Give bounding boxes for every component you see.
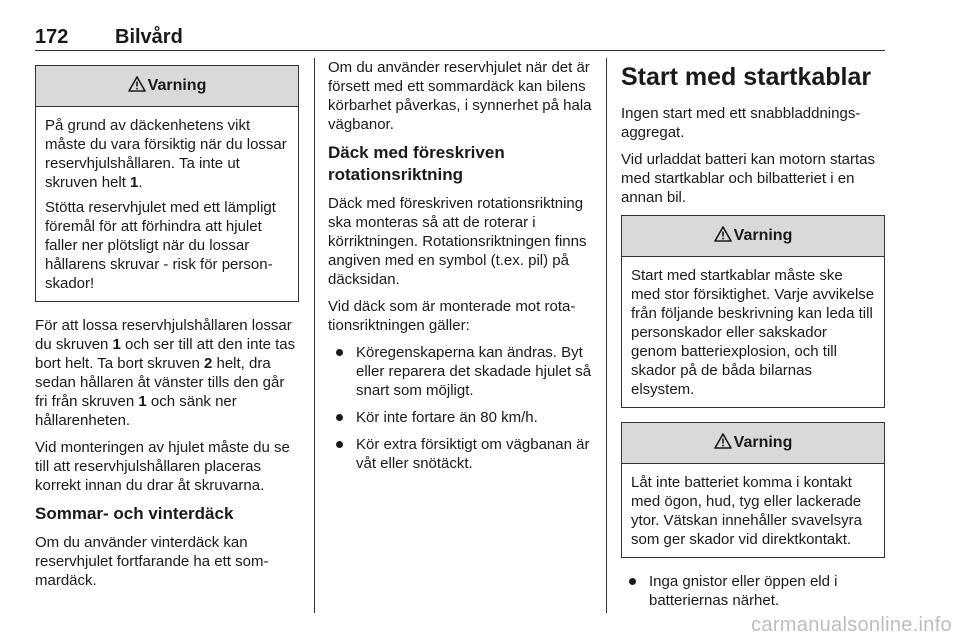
list-item-text: Kör extra försiktigt om vägbanan är våt eller snötäckt. xyxy=(356,436,590,472)
header-divider xyxy=(35,50,885,51)
list-item xyxy=(621,572,885,610)
list-item-text: Köregenskaperna kan ändras. Byt eller reparera det skadade hjulet så snart som möjligt. xyxy=(356,344,592,399)
bold-ref: 1 xyxy=(112,336,121,353)
section-heading: Start med startkablar xyxy=(621,63,872,91)
body-paragraph: Om du använder reservhjulet när det är försett med ett sommardäck kan bilens körbarhet påverkas, i synnerhet på hala vägbanor. xyxy=(328,59,592,133)
bullet-dot-icon xyxy=(336,414,343,421)
subheading: Däck med föreskriven rotationsriktning xyxy=(328,143,505,184)
body-paragraph: Ingen start med ett snabbladdningsaggregat. xyxy=(621,105,861,141)
column-left xyxy=(35,58,299,598)
subheading: Sommar- och vinterdäck xyxy=(35,504,234,523)
warning-triangle-icon xyxy=(128,76,146,92)
warning-body xyxy=(36,107,298,301)
body-paragraph: Vid urladdat batteri kan motorn startas med startkablar och bilbatteriet i en annan bil. xyxy=(621,151,876,206)
bullet-list xyxy=(328,343,592,473)
column-middle xyxy=(328,58,592,481)
warning-body xyxy=(622,257,884,407)
bullet-list xyxy=(621,572,885,610)
text-run: och sänk ner hållarenheten. xyxy=(35,393,237,429)
text-run: helt, dra sedan hållaren åt vänster tills den går fri från skruven xyxy=(35,355,285,410)
page-header xyxy=(35,24,885,52)
bold-ref: 2 xyxy=(203,355,213,372)
warning-box xyxy=(621,422,885,558)
warning-paragraph xyxy=(45,116,289,192)
column-divider xyxy=(606,58,607,613)
text-run: På grund av däckenhetens vikt måste du vara försiktig när du lossar reservhjulshållaren. Ta inte ut skruven helt xyxy=(45,117,287,191)
bold-ref: 1 xyxy=(138,393,147,410)
list-item xyxy=(328,435,592,473)
warning-triangle-icon xyxy=(714,433,732,449)
body-paragraph: Däck med föreskriven rotationsriktning ska monteras så att de roterar i körriktningen. Rotationsriktningen finns angiven med en symbol (t.ex. pil) på däcksidan. xyxy=(328,195,587,288)
warning-paragraph: Låt inte batteriet komma i kontakt med ögon, hud, tyg eller lackerade ytor. Vätskan innehåller svavelsyra som ger skador vid direktkontakt. xyxy=(631,474,862,548)
warning-title: Varning xyxy=(733,227,793,244)
bullet-dot-icon xyxy=(336,349,343,356)
warning-header xyxy=(622,216,884,257)
list-item xyxy=(328,408,592,427)
page-number: 172 xyxy=(35,26,69,48)
warning-paragraph: Stötta reservhjulet med ett lämpligt föremål för att förhindra att hjulet faller ner plötsligt när du lossar hållarens skruvar - risk för personskador! xyxy=(45,199,276,292)
warning-header xyxy=(36,66,298,107)
warning-box xyxy=(35,65,299,302)
column-right xyxy=(621,58,885,618)
column-divider xyxy=(314,58,315,613)
body-paragraph: Vid däck som är monterade mot rotationsriktningen gäller: xyxy=(328,298,576,334)
list-item xyxy=(328,343,592,400)
warning-triangle-icon xyxy=(714,226,732,242)
warning-title: Varning xyxy=(147,77,207,94)
warning-body xyxy=(622,464,884,557)
text-run: och ser till att den inte tas bort helt. Ta bort skruven xyxy=(35,336,296,372)
text-run: För att lossa reservhjulshållaren lossar du skruven xyxy=(35,317,292,353)
warning-title: Varning xyxy=(733,434,793,451)
text-run: . xyxy=(138,174,143,191)
watermark: carmanualsonline.info xyxy=(751,614,952,636)
bullet-dot-icon xyxy=(336,441,343,448)
bullet-dot-icon xyxy=(629,578,636,585)
warning-header xyxy=(622,423,884,464)
bold-ref: 1 xyxy=(130,174,139,191)
body-paragraph: Vid monteringen av hjulet måste du se till att reservhjulshållaren placeras korrekt innan du drar åt skruvarna. xyxy=(35,439,290,494)
body-paragraph: Om du använder vinterdäck kan reservhjulet fortfarande ha ett sommardäck. xyxy=(35,534,269,589)
section-title: Bilvård xyxy=(115,26,183,48)
warning-box xyxy=(621,215,885,408)
list-item-text: Inga gnistor eller öppen eld i batteriernas närhet. xyxy=(649,573,838,609)
body-paragraph xyxy=(35,316,299,430)
list-item-text: Kör inte fortare än 80 km/h. xyxy=(356,409,538,426)
warning-paragraph: Start med startkablar måste ske med stor försiktighet. Varje avvikelse från följande beskrivning kan leda till personskador eller sakskador genom batteriexplosion, och till skador på de båda bilarnas elsystem. xyxy=(631,267,875,398)
